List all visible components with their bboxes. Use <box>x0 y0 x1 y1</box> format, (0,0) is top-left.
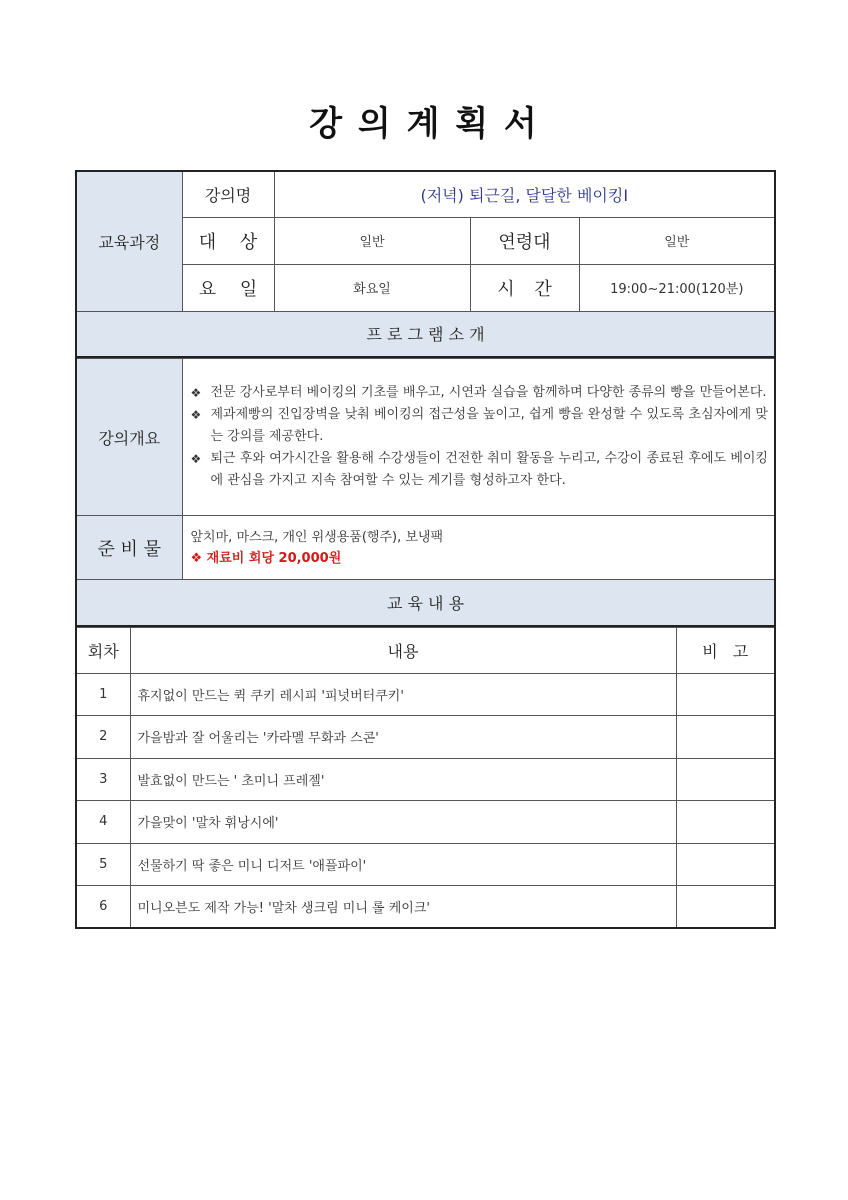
overview-bullet: ❖ 전문 강사로부터 베이킹의 기초를 배우고, 시연과 실습을 함께하며 다양한 종류의 빵을 만들어본다. <box>191 382 769 404</box>
session-content: 휴지없이 만드는 퀵 쿠키 레시피 '피넛버터쿠키' <box>130 673 676 715</box>
material-fee: ❖ 재료비 회당 20,000원 <box>190 550 342 566</box>
session-note <box>676 715 775 758</box>
session-content: 가을밤과 잘 어울리는 '카라멜 무화과 스콘' <box>130 715 676 758</box>
content-col-header: 내용 <box>130 627 676 673</box>
session-col-header: 회차 <box>76 627 130 673</box>
course-name-label: 강의명 <box>182 171 274 217</box>
session-content: 발효없이 만드는 ' 초미니 프레젤' <box>130 758 676 800</box>
overview-bullet: ❖ 퇴근 후와 여가시간을 활용해 수강생들이 건전한 취미 활동을 누리고, 수강이 종료된 후에도 베이킹에 관심을 가지고 지속 참여할 수 있는 계기를 형성하고자 한다. <box>191 448 769 492</box>
program-intro-heading: 프 로 그 램 소 개 <box>76 311 775 357</box>
table-row <box>76 758 775 800</box>
session-note <box>676 843 775 885</box>
session-note <box>676 673 775 715</box>
session-number: 1 <box>76 673 130 715</box>
target-label: 대 상 <box>182 217 274 264</box>
table-row <box>76 885 775 928</box>
session-number: 2 <box>76 715 130 758</box>
age-group-value: 일반 <box>579 217 775 264</box>
session-content: 가을맞이 '말차 휘낭시에' <box>130 800 676 843</box>
table-row <box>76 800 775 843</box>
bullet-mark-icon: ❖ <box>190 408 202 422</box>
course-info-table <box>75 170 776 358</box>
weekday-label: 요 일 <box>182 264 274 311</box>
session-number: 6 <box>76 885 130 928</box>
program-table <box>75 358 776 627</box>
course-name-value: (저녁) 퇴근길, 달달한 베이킹Ⅰ <box>274 171 775 217</box>
overview-content <box>182 359 775 516</box>
age-group-label: 연령대 <box>470 217 579 264</box>
curriculum-table <box>75 627 776 930</box>
bullet-mark-icon: ❖ <box>190 386 202 400</box>
bullet-mark-icon: ❖ <box>190 452 202 466</box>
session-note <box>676 800 775 843</box>
weekday-value: 화요일 <box>274 264 470 311</box>
supplies-content <box>182 516 775 580</box>
table-row <box>76 843 775 885</box>
curriculum-heading: 교 육 내 용 <box>76 580 775 626</box>
table-row <box>76 715 775 758</box>
session-number: 4 <box>76 800 130 843</box>
time-label: 시 간 <box>470 264 579 311</box>
session-number: 3 <box>76 758 130 800</box>
education-course-label: 교육과정 <box>76 171 182 311</box>
session-content: 미니오븐도 제작 가능! '말차 생크림 미니 롤 케이크' <box>130 885 676 928</box>
time-value: 19:00~21:00(120분) <box>579 264 775 311</box>
session-number: 5 <box>76 843 130 885</box>
overview-bullet: ❖ 제과제빵의 진입장벽을 낮춰 베이킹의 접근성을 높이고, 쉽게 빵을 완성할 수 있도록 초심자에게 맞는 강의를 제공한다. <box>191 404 769 448</box>
document-title: 강 의 계 획 서 <box>309 104 539 144</box>
session-note <box>676 885 775 928</box>
lecture-plan-sheet <box>75 170 774 929</box>
overview-label: 강의개요 <box>76 359 182 516</box>
session-content: 선물하기 딱 좋은 미니 디저트 '애플파이' <box>130 843 676 885</box>
target-value: 일반 <box>274 217 470 264</box>
supplies-label: 준 비 물 <box>76 516 182 580</box>
overview-bullets <box>183 382 775 492</box>
note-col-header: 비 고 <box>676 627 775 673</box>
table-row <box>76 673 775 715</box>
supplies-list: 앞치마, 마스크, 개인 위생용품(행주), 보냉팩 <box>190 529 444 545</box>
session-note <box>676 758 775 800</box>
